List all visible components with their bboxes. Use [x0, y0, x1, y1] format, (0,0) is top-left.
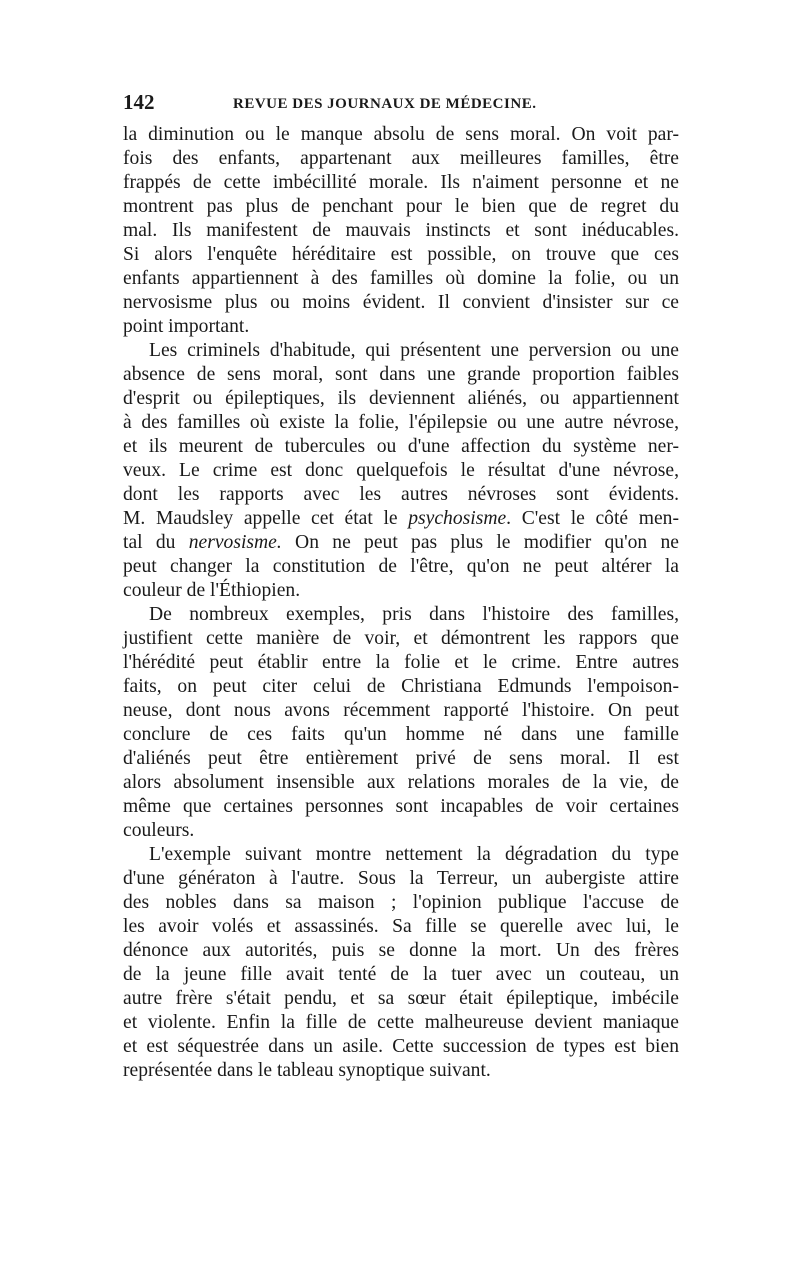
text-line: couleurs.	[123, 820, 195, 841]
text-line: dont les rapports avec les autres névroses sont évidents.	[123, 484, 679, 505]
text-line: conclure de ces faits qu'un homme né dans une famille	[123, 724, 679, 745]
text-line: Si alors l'enquête héréditaire est possible, on trouve que ces	[123, 244, 679, 265]
text-line: et violente. Enfin la fille de cette malheureuse devient maniaque	[123, 1012, 679, 1033]
text-line: même que certaines personnes sont incapables de voir certaines	[123, 796, 679, 817]
text-line: M. Maudsley appelle cet état le psychosisme. C'est le côté men-	[123, 508, 679, 529]
paragraph-2	[123, 339, 679, 603]
text-line: de la jeune fille avait tenté de la tuer avec un couteau, un	[123, 964, 679, 985]
text-line: frappés de cette imbécillité morale. Ils n'aiment personne et ne	[123, 172, 679, 193]
text-line: autre frère s'était pendu, et sa sœur était épileptique, imbécile	[123, 988, 679, 1009]
paragraph-4	[123, 843, 679, 1083]
text-line: justifient cette manière de voir, et démontrent les rappors que	[123, 628, 679, 649]
text-line: faits, on peut citer celui de Christiana Edmunds l'empoison-	[123, 676, 679, 697]
text-line: couleur de l'Éthiopien.	[123, 580, 301, 601]
text-line: peut changer la constitution de l'être, qu'on ne peut altérer la	[123, 556, 679, 577]
text-line: et ils meurent de tubercules ou d'une affection du système ner-	[123, 436, 679, 457]
text-line: montrent pas plus de penchant pour le bien que de regret du	[123, 196, 679, 217]
paragraph-3	[123, 603, 679, 843]
text-line: fois des enfants, appartenant aux meilleures familles, être	[123, 148, 679, 169]
page-number: 142	[123, 90, 155, 114]
text-line: d'aliénés peut être entièrement privé de sens moral. Il est	[123, 748, 679, 769]
text-line: des nobles dans sa maison ; l'opinion publique l'accuse de	[123, 892, 679, 913]
text-line: dénonce aux autorités, puis se donne la mort. Un des frères	[123, 940, 679, 961]
running-head	[123, 90, 679, 120]
text-line: L'exemple suivant montre nettement la dégradation du type	[149, 844, 679, 865]
text-line: à des familles où existe la folie, l'épilepsie ou une autre névrose,	[123, 412, 679, 433]
text-line: Les criminels d'habitude, qui présentent une perversion ou une	[149, 340, 679, 361]
text-line: alors absolument insensible aux relations morales de la vie, de	[123, 772, 679, 793]
running-title: REVUE DES JOURNAUX DE MÉDECINE.	[233, 96, 537, 112]
text-line: l'hérédité peut établir entre la folie et le crime. Entre autres	[123, 652, 679, 673]
text-line: d'esprit ou épileptiques, ils deviennent aliénés, ou appartiennent	[123, 388, 679, 409]
text-line: absence de sens moral, sont dans une grande proportion faibles	[123, 364, 679, 385]
text-line: point important.	[123, 316, 250, 337]
paragraph-1	[123, 123, 679, 339]
text-line: tal du nervosisme. On ne peut pas plus le modifier qu'on ne	[123, 532, 679, 553]
text-line: De nombreux exemples, pris dans l'histoire des familles,	[149, 604, 679, 625]
text-line: enfants appartiennent à des familles où domine la folie, ou un	[123, 268, 679, 289]
text-line: et est séquestrée dans un asile. Cette succession de types est bien	[123, 1036, 679, 1057]
text-line: la diminution ou le manque absolu de sens moral. On voit par-	[123, 124, 679, 145]
text-line: représentée dans le tableau synoptique suivant.	[123, 1060, 491, 1081]
text-line: neuse, dont nous avons récemment rapporté l'histoire. On peut	[123, 700, 679, 721]
text-line: nervosisme plus ou moins évident. Il convient d'insister sur ce	[123, 292, 679, 313]
text-line: les avoir volés et assassinés. Sa fille se querelle avec lui, le	[123, 916, 679, 937]
page-text	[123, 90, 679, 1083]
text-line: veux. Le crime est donc quelquefois le résultat d'une névrose,	[123, 460, 679, 481]
text-line: d'une génératon à l'autre. Sous la Terreur, un aubergiste attire	[123, 868, 679, 889]
text-line: mal. Ils manifestent de mauvais instincts et sont inéducables.	[123, 220, 679, 241]
